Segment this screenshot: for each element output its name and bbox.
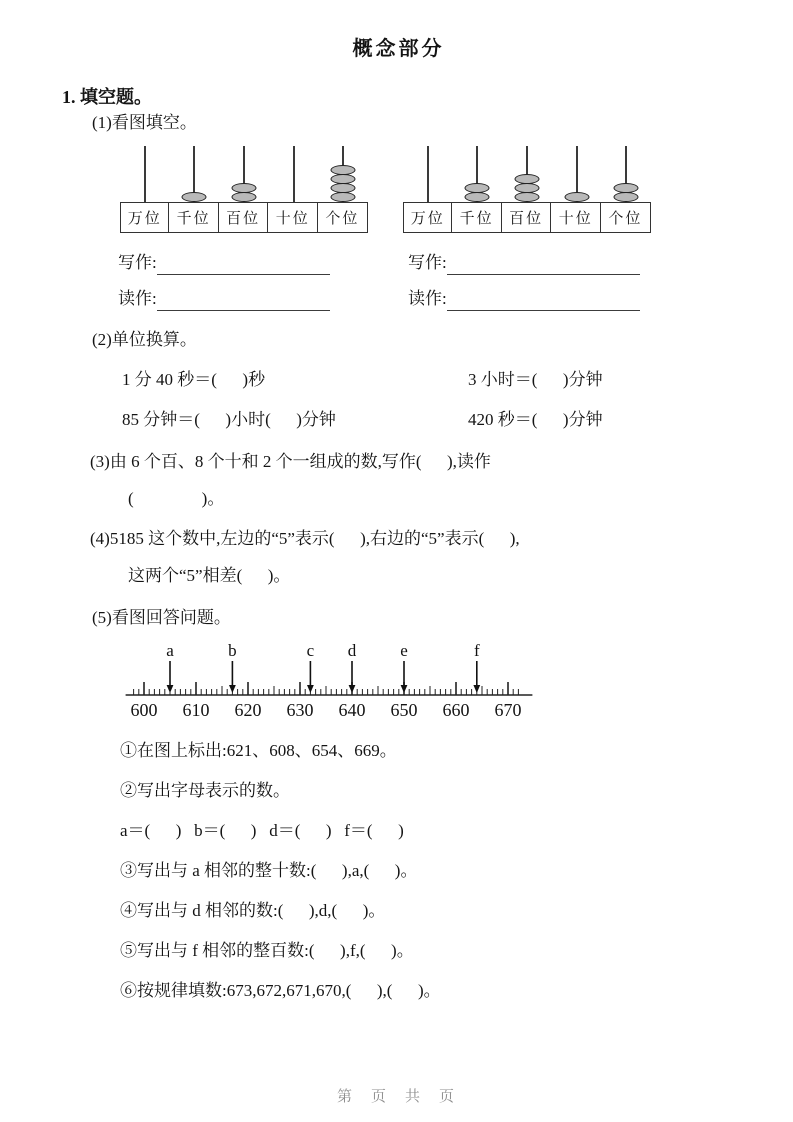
subquestion-4: ④写出与 d 相邻的数:( ),d,( )。	[120, 901, 386, 920]
abacus-column	[403, 146, 453, 233]
subquestion-2: ②写出字母表示的数。	[120, 781, 290, 800]
abacus-bead	[182, 192, 207, 202]
abacus-bead	[465, 192, 490, 202]
part4-line-2: 这两个“5”相差( )。	[128, 566, 291, 585]
svg-text:640: 640	[338, 700, 366, 720]
abacus-rod	[219, 146, 269, 202]
abacus-column	[170, 146, 220, 233]
read-as-blank-left	[157, 288, 330, 311]
read-as-label: 读作:	[408, 289, 447, 308]
place-value-label: 万位	[120, 202, 170, 233]
abacus-diagram-left	[120, 146, 368, 233]
unit-conversion-row-1	[62, 367, 735, 393]
write-as-right	[408, 251, 640, 275]
abacus-column	[120, 146, 170, 233]
abacus-beads	[465, 184, 490, 202]
abacus-rod	[269, 146, 319, 202]
place-value-label: 千位	[168, 202, 219, 233]
abacus-beads	[231, 184, 256, 202]
part3-line-1: (3)由 6 个百、8 个十和 2 个一组成的数,写作( ),读作	[90, 452, 491, 471]
part4-line-1: (4)5185 这个数中,左边的“5”表示( ),右边的“5”表示( ),	[90, 529, 520, 548]
svg-text:600: 600	[130, 700, 158, 720]
read-as-right	[408, 287, 640, 311]
abacus-bead	[331, 192, 356, 202]
number-line-figure	[118, 639, 588, 731]
conversion-item: 1 分 40 秒＝( )秒	[122, 370, 266, 389]
page-footer: 第 页 共 页	[336, 1089, 456, 1105]
read-as-left	[118, 287, 330, 311]
abacus-bead	[231, 192, 256, 202]
subquestion-5: ⑤写出与 f 相邻的整百数:( ),f,( )。	[120, 941, 414, 960]
subquestion-2-blanks: a＝( ) b＝( ) d＝( ) f＝( )	[120, 821, 404, 840]
abacus-column	[219, 146, 269, 233]
conversion-item: 3 小时＝( )分钟	[468, 370, 603, 389]
abacus-column	[601, 146, 651, 233]
svg-text:620: 620	[234, 700, 262, 720]
unit-conversion-row-2	[62, 407, 735, 433]
abacus-bead	[614, 192, 639, 202]
abacus-column	[453, 146, 503, 233]
abacus-beads	[182, 193, 207, 202]
svg-text:e: e	[400, 641, 408, 660]
conversion-item: 85 分钟＝( )小时( )分钟	[122, 410, 336, 429]
place-value-label: 百位	[218, 202, 269, 233]
abacus-column	[269, 146, 319, 233]
part1-label: (1)看图填空。	[92, 113, 197, 132]
place-value-label: 十位	[267, 202, 318, 233]
abacus-rod	[318, 146, 368, 202]
subquestion-1: ①在图上标出:621、608、654、669。	[120, 741, 397, 760]
part5-label: (5)看图回答问题。	[92, 608, 231, 627]
abacus-rod	[601, 146, 651, 202]
conversion-item: 420 秒＝( )分钟	[468, 410, 603, 429]
question-1-heading: 1. 填空题。	[62, 87, 152, 107]
place-value-label: 个位	[600, 202, 651, 233]
abacus-column	[502, 146, 552, 233]
place-value-label: 千位	[451, 202, 502, 233]
abacus-beads	[331, 166, 356, 202]
svg-text:650: 650	[390, 700, 418, 720]
svg-text:630: 630	[286, 700, 314, 720]
svg-text:f: f	[473, 641, 480, 660]
abacus-beads	[514, 175, 539, 202]
abacus-rod	[403, 146, 453, 202]
abacus-rod	[502, 146, 552, 202]
place-value-label: 万位	[403, 202, 453, 233]
write-as-left	[118, 251, 330, 275]
part2-label: (2)单位换算。	[92, 330, 197, 349]
number-line-svg	[118, 639, 588, 731]
abacus-rod	[170, 146, 220, 202]
part3-line-2: ( )。	[128, 489, 225, 508]
place-value-label: 百位	[501, 202, 552, 233]
write-as-blank-left	[157, 252, 330, 275]
write-as-label: 写作:	[118, 253, 157, 272]
svg-text:610: 610	[182, 700, 210, 720]
read-as-blank-right	[447, 288, 640, 311]
svg-text:d: d	[347, 641, 357, 660]
svg-text:660: 660	[442, 700, 470, 720]
abacus-column	[552, 146, 602, 233]
abacus-bead	[514, 192, 539, 202]
abacus-beads	[564, 193, 589, 202]
page-title: 概念部分	[352, 38, 445, 60]
abacus-rod	[453, 146, 503, 202]
write-read-section	[62, 251, 735, 311]
svg-text:670: 670	[494, 700, 522, 720]
abacus-rod	[120, 146, 170, 202]
abacus-beads	[614, 184, 639, 202]
abacus-column	[318, 146, 368, 233]
abacus-rod	[552, 146, 602, 202]
place-value-label: 十位	[550, 202, 601, 233]
subquestion-6: ⑥按规律填数:673,672,671,670,( ),( )。	[120, 981, 441, 1000]
abacus-row	[62, 146, 735, 233]
svg-text:c: c	[306, 641, 315, 660]
write-as-label: 写作:	[408, 253, 447, 272]
subquestion-3: ③写出与 a 相邻的整十数:( ),a,( )。	[120, 861, 418, 880]
svg-text:b: b	[228, 641, 237, 660]
read-as-label: 读作:	[118, 289, 157, 308]
svg-text:a: a	[166, 641, 174, 660]
write-as-blank-right	[447, 252, 640, 275]
abacus-diagram-right	[403, 146, 651, 233]
abacus-bead	[564, 192, 589, 202]
place-value-label: 个位	[317, 202, 368, 233]
